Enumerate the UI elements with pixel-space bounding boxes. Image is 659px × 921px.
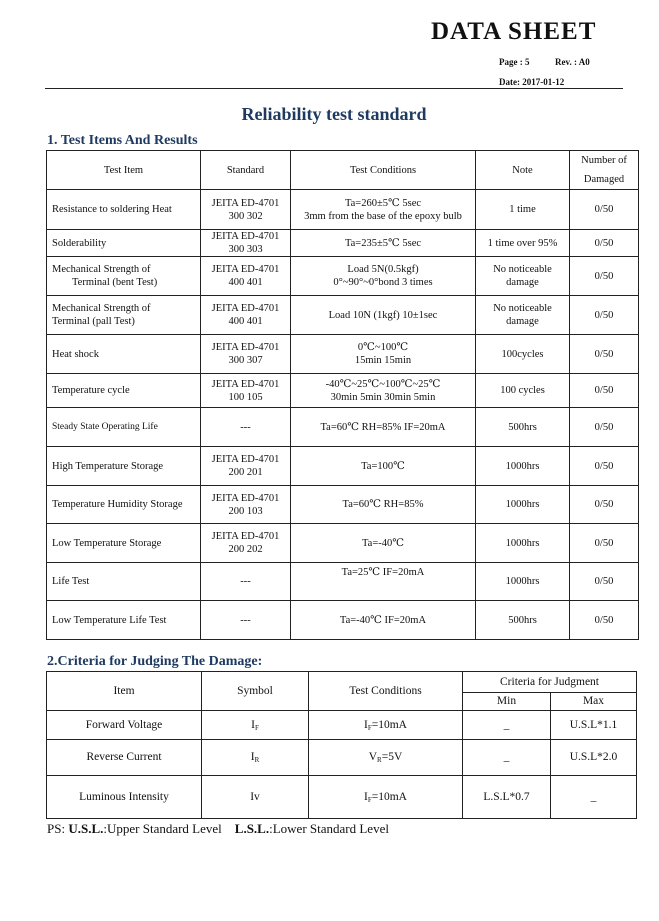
cell-test-item: Solderability	[47, 230, 201, 257]
cell-damaged: 0/50	[570, 486, 639, 524]
cell-test-item: High Temperature Storage	[47, 447, 201, 486]
cell-standard: JEITA ED-4701 400 401	[201, 257, 291, 296]
cell-note: 1 time	[476, 190, 570, 230]
cell-note: No noticeable damage	[476, 296, 570, 335]
cell-note: 500hrs	[476, 408, 570, 447]
cell-standard: JEITA ED-4701 300 302	[201, 190, 291, 230]
table-header-row	[47, 672, 637, 693]
cell-standard: ---	[201, 408, 291, 447]
table-row	[47, 601, 639, 640]
cell-standard: ---	[201, 601, 291, 640]
cell-min: _	[463, 711, 551, 740]
table-row	[47, 486, 639, 524]
table-row	[47, 257, 639, 296]
cell-damaged: 0/50	[570, 524, 639, 563]
table-header-row	[47, 151, 639, 190]
cell-max: U.S.L*2.0	[551, 740, 637, 776]
header-test-item: Test Item	[47, 151, 201, 190]
revision: Rev. : A0	[555, 57, 590, 67]
table-row	[47, 447, 639, 486]
cell-test-item: Heat shock	[47, 335, 201, 374]
cell-conditions: Ta=235±5℃ 5sec	[291, 230, 476, 257]
cell-item: Luminous Intensity	[47, 776, 202, 819]
cell-damaged: 0/50	[570, 563, 639, 601]
cell-test-item: Mechanical Strength of Terminal (pall Test)	[47, 296, 201, 335]
cell-test-item: Resistance to soldering Heat	[47, 190, 201, 230]
header-note: Note	[476, 151, 570, 190]
cell-damaged: 0/50	[570, 374, 639, 408]
cell-conditions: 0℃~100℃ 15min 15min	[291, 335, 476, 374]
cell-conditions: $V_R=5V$	[309, 740, 463, 776]
header-test-conditions: Test Conditions	[309, 672, 463, 711]
cell-standard: ---	[201, 563, 291, 601]
page-number: Page : 5	[499, 57, 530, 67]
header-number-damaged: Number of Damaged	[570, 151, 639, 190]
table-row	[47, 190, 639, 230]
cell-standard: JEITA ED-4701 300 303	[201, 230, 291, 257]
cell-damaged: 0/50	[570, 296, 639, 335]
document-date: Date: 2017-01-12	[499, 77, 565, 87]
cell-standard: JEITA ED-4701 300 307	[201, 335, 291, 374]
cell-symbol: $I_R$	[202, 740, 309, 776]
table-row	[47, 563, 639, 601]
cell-standard: JEITA ED-4701 400 401	[201, 296, 291, 335]
header-symbol: Symbol	[202, 672, 309, 711]
cell-damaged: 0/50	[570, 408, 639, 447]
cell-test-item: Life Test	[47, 563, 201, 601]
table-row	[47, 524, 639, 563]
cell-item: Forward Voltage	[47, 711, 202, 740]
cell-conditions: Ta=60℃ RH=85%	[291, 486, 476, 524]
cell-conditions: Ta=100℃	[291, 447, 476, 486]
cell-damaged: 0/50	[570, 335, 639, 374]
cell-note: 500hrs	[476, 601, 570, 640]
footnote: PS: U.S.L.:Upper Standard Level L.S.L.:Lower Standard Level	[47, 821, 389, 836]
cell-test-item: Temperature cycle	[47, 374, 201, 408]
cell-note: 100 cycles	[476, 374, 570, 408]
cell-damaged: 0/50	[570, 447, 639, 486]
header-standard: Standard	[201, 151, 291, 190]
table-row	[47, 296, 639, 335]
cell-min: _	[463, 740, 551, 776]
table-row	[47, 408, 639, 447]
cell-test-item: Low Temperature Life Test	[47, 601, 201, 640]
cell-conditions: $I_F=10mA$	[309, 711, 463, 740]
cell-damaged: 0/50	[570, 601, 639, 640]
section-title-test-items: 1. Test Items And Results	[47, 133, 198, 148]
cell-max: U.S.L*1.1	[551, 711, 637, 740]
cell-test-item: Low Temperature Storage	[47, 524, 201, 563]
cell-note: No noticeable damage	[476, 257, 570, 296]
cell-damaged: 0/50	[570, 257, 639, 296]
cell-standard: JEITA ED-4701 200 202	[201, 524, 291, 563]
header-min: Min	[463, 693, 551, 711]
cell-note: 1000hrs	[476, 486, 570, 524]
cell-conditions: Ta=60℃ RH=85% IF=20mA	[291, 408, 476, 447]
cell-min: L.S.L*0.7	[463, 776, 551, 819]
cell-note: 1000hrs	[476, 447, 570, 486]
page-title: Reliability test standard	[241, 104, 427, 124]
cell-symbol: Iv	[202, 776, 309, 819]
cell-standard: JEITA ED-4701 100 105	[201, 374, 291, 408]
cell-conditions: $I_F=10mA$	[309, 776, 463, 819]
cell-note: 1000hrs	[476, 524, 570, 563]
document-title: DATA SHEET	[431, 18, 597, 45]
table-row	[47, 374, 639, 408]
cell-note: 1 time over 95%	[476, 230, 570, 257]
cell-symbol: $I_F$	[202, 711, 309, 740]
table-row	[47, 335, 639, 374]
cell-damaged: 0/50	[570, 230, 639, 257]
header-max: Max	[551, 693, 637, 711]
cell-conditions: Ta=25℃ IF=20mA	[291, 563, 476, 601]
cell-conditions: -40℃~25℃~100℃~25℃ 30min 5min 30min 5min	[291, 374, 476, 408]
header-divider	[45, 88, 623, 89]
header-criteria: Criteria for Judgment	[463, 672, 637, 693]
cell-standard: JEITA ED-4701 200 201	[201, 447, 291, 486]
table-row	[47, 740, 637, 776]
table-row	[47, 776, 637, 819]
cell-conditions: Ta=260±5℃ 5sec 3mm from the base of the epoxy bulb	[291, 190, 476, 230]
cell-test-item: Steady State Operating Life	[47, 408, 201, 447]
cell-conditions: Ta=-40℃	[291, 524, 476, 563]
header-item: Item	[47, 672, 202, 711]
cell-conditions: Ta=-40℃ IF=20mA	[291, 601, 476, 640]
cell-conditions: Load 10N (1kgf) 10±1sec	[291, 296, 476, 335]
cell-max: _	[551, 776, 637, 819]
cell-note: 1000hrs	[476, 563, 570, 601]
table-row	[47, 711, 637, 740]
test-items-table	[46, 150, 639, 640]
cell-conditions: Load 5N(0.5kgf) 0°~90°~0°bond 3 times	[291, 257, 476, 296]
table-row	[47, 230, 639, 257]
cell-standard: JEITA ED-4701 200 103	[201, 486, 291, 524]
cell-note: 100cycles	[476, 335, 570, 374]
cell-test-item: Mechanical Strength of Terminal (bent Test)	[47, 257, 201, 296]
cell-test-item: Temperature Humidity Storage	[47, 486, 201, 524]
section-title-criteria: 2.Criteria for Judging The Damage:	[47, 654, 263, 669]
header-test-conditions: Test Conditions	[291, 151, 476, 190]
criteria-table	[46, 671, 637, 819]
cell-damaged: 0/50	[570, 190, 639, 230]
cell-item: Reverse Current	[47, 740, 202, 776]
